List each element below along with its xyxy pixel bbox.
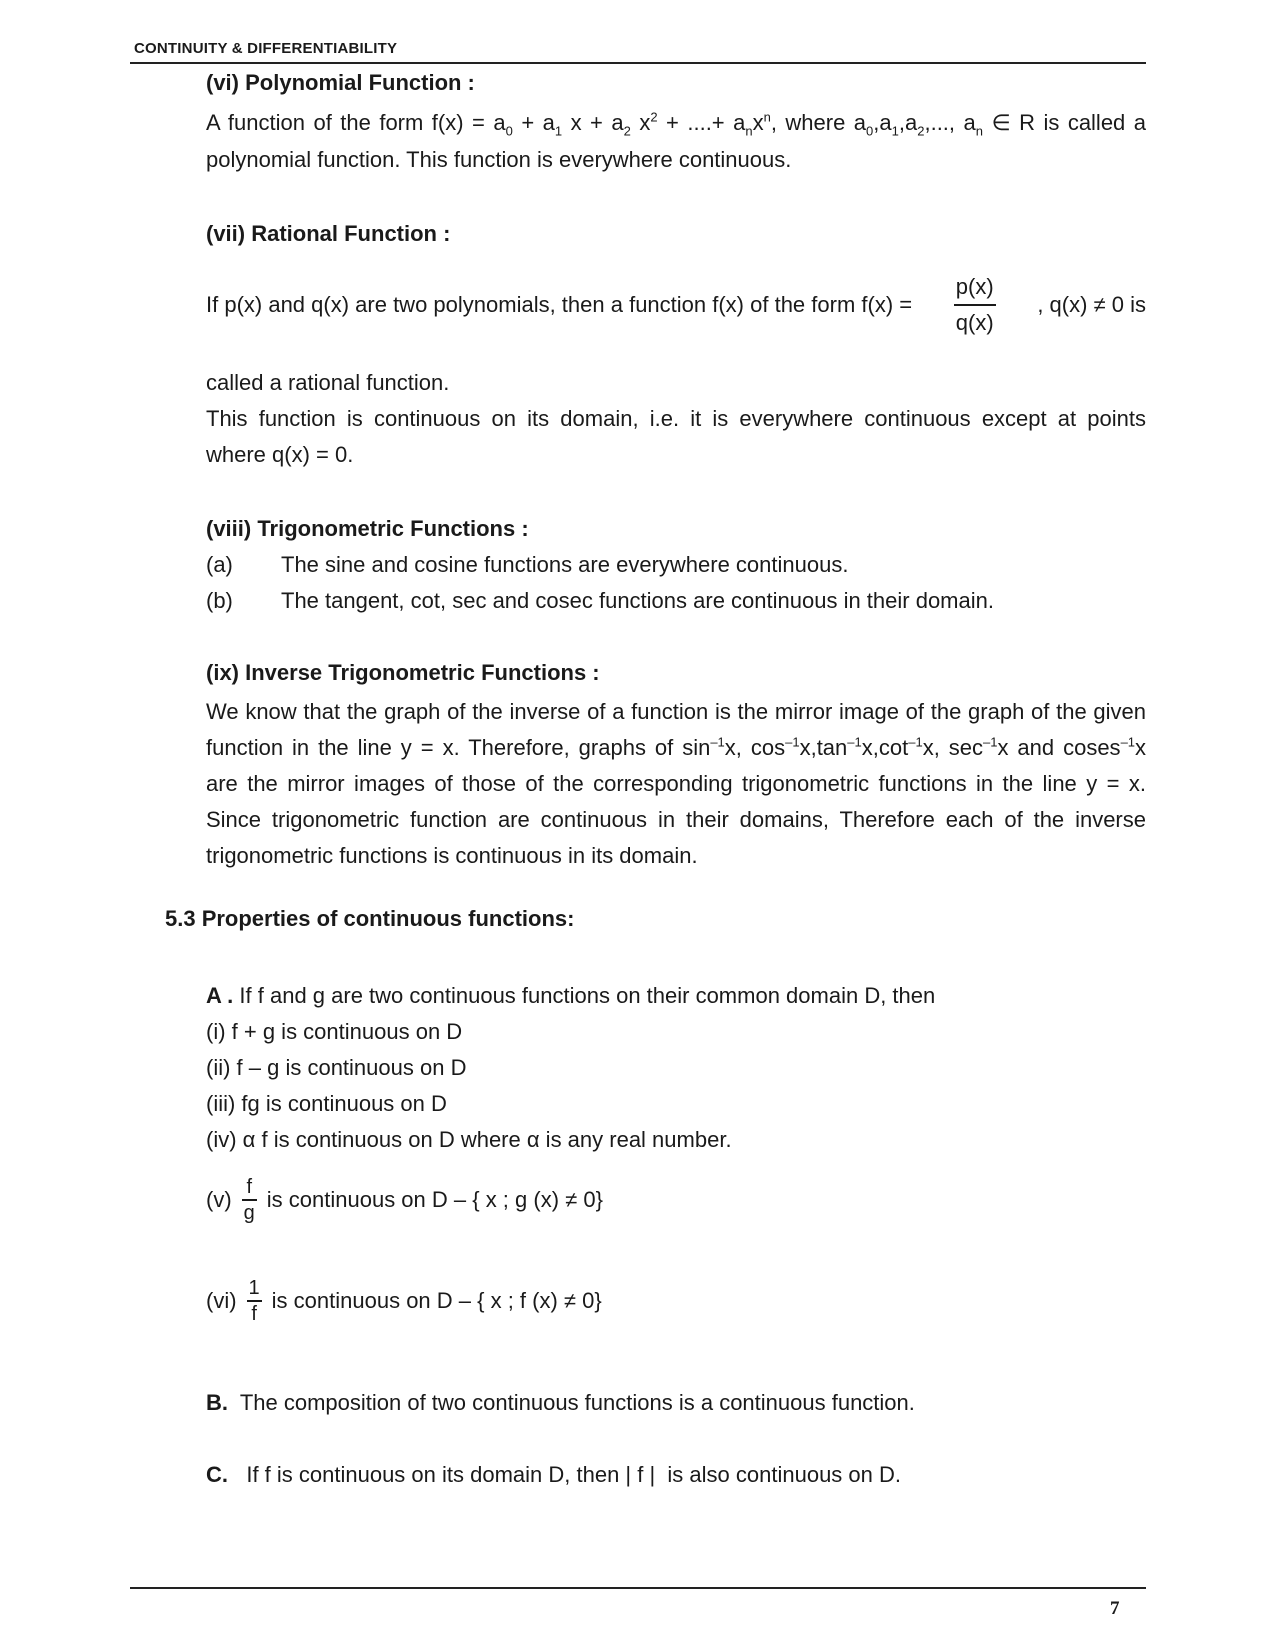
- inverse-trig-line4: Since trigonometric function are continuous in their domains, Therefore each of the inverse: [206, 807, 1146, 832]
- fraction-numerator: 1: [248, 1277, 260, 1299]
- rational-definition-line2: called a rational function.: [206, 370, 450, 395]
- rational-definition-line1: [206, 270, 1146, 340]
- property-a-label: A .: [206, 983, 234, 1008]
- polynomial-heading: (vi) Polynomial Function :: [206, 70, 475, 95]
- quotient-fraction: [242, 1175, 257, 1225]
- trig-item-text: The sine and cosine functions are everywhere continuous.: [281, 552, 849, 577]
- trig-item-b: [206, 588, 994, 614]
- running-head: CONTINUITY & DIFFERENTIABILITY: [134, 40, 398, 57]
- trig-item-text: The tangent, cot, sec and cosec functions are continuous in their domain.: [281, 588, 994, 613]
- inverse-trig-line3: are the mirror images of those of the corresponding trigonometric functions in the line y = x.: [206, 771, 1146, 796]
- rational-fraction: [954, 270, 996, 340]
- reciprocal-fraction: [247, 1276, 262, 1326]
- trig-item-key: (a): [206, 552, 233, 577]
- rational-definition-text: If p(x) and q(x) are two polynomials, then a function f(x) of the form f(x) =: [206, 292, 913, 318]
- rational-condition: , q(x) ≠ 0 is: [1037, 292, 1146, 318]
- property-a-intro: A . If f and g are two continuous functions on their common domain D, then: [206, 983, 936, 1008]
- property-a-item-ii: (ii) f – g is continuous on D: [206, 1055, 467, 1080]
- inverse-trig-heading: (ix) Inverse Trigonometric Functions :: [206, 660, 600, 685]
- inverse-trig-line1: We know that the graph of the inverse of a function is the mirror image of the graph of the given: [206, 699, 1146, 724]
- item-text: is continuous on D – { x ; f (x) ≠ 0}: [271, 1287, 602, 1313]
- fraction-denominator: f: [251, 1302, 257, 1325]
- fraction-numerator: f: [246, 1176, 252, 1198]
- item-key: (vi): [206, 1287, 237, 1313]
- property-a-item-iv: (iv) α f is continuous on D where α is any real number.: [206, 1127, 732, 1152]
- property-c: C. If f is continuous on its domain D, then | f | is also continuous on D.: [206, 1462, 901, 1487]
- fraction-denominator: g: [243, 1201, 255, 1224]
- footer-rule: [130, 1587, 1146, 1589]
- property-a-item-vi: [206, 1276, 602, 1326]
- fraction-numerator: p(x): [955, 274, 994, 299]
- property-a-item-iii: (iii) fg is continuous on D: [206, 1091, 447, 1116]
- item-key: (v): [206, 1186, 232, 1212]
- fraction-denominator: q(x): [955, 309, 994, 335]
- trig-item-key: (b): [206, 588, 233, 613]
- property-b: B. The composition of two continuous functions is a continuous function.: [206, 1390, 915, 1415]
- property-a-item-i: (i) f + g is continuous on D: [206, 1019, 463, 1044]
- rational-continuity-line1: This function is continuous on its domain, i.e. it is everywhere continuous except at points: [206, 406, 1146, 431]
- item-text: is continuous on D – { x ; g (x) ≠ 0}: [266, 1186, 603, 1212]
- rational-heading: (vii) Rational Function :: [206, 221, 451, 246]
- polynomial-definition-line1: A function of the form $f(x) = a_0 + a_1$ $x + a_2$ $x^2$ + ....+ $a_nx^n$, where $a_0,a_1,a_2$,..., $a_n$ ∈ R is called a: [206, 109, 1147, 139]
- property-c-label: C.: [206, 1462, 228, 1487]
- rational-continuity-line2: where q(x) = 0.: [206, 442, 354, 467]
- inverse-trig-line5: trigonometric functions is continuous in its domain.: [206, 843, 698, 868]
- trig-heading: (viii) Trigonometric Functions :: [206, 516, 529, 541]
- inverse-trig-line2: function in the line y = x. Therefore, graphs of $\sin^{-1}x$, $\cos^{-1}x,\tan^{-1}x,\cot^{-1}x$, $\sec^{-1}x$ and coses$^{-1}$x: [206, 734, 1147, 760]
- polynomial-definition-line2: polynomial function. This function is everywhere continuous.: [206, 147, 792, 172]
- section-heading: 5.3 Properties of continuous functions:: [165, 906, 575, 931]
- property-b-label: B.: [206, 1390, 228, 1415]
- header-rule: [130, 62, 1146, 64]
- property-a-item-v: [206, 1175, 603, 1225]
- page-number: 7: [1110, 1598, 1120, 1619]
- trig-item-a: [206, 552, 848, 578]
